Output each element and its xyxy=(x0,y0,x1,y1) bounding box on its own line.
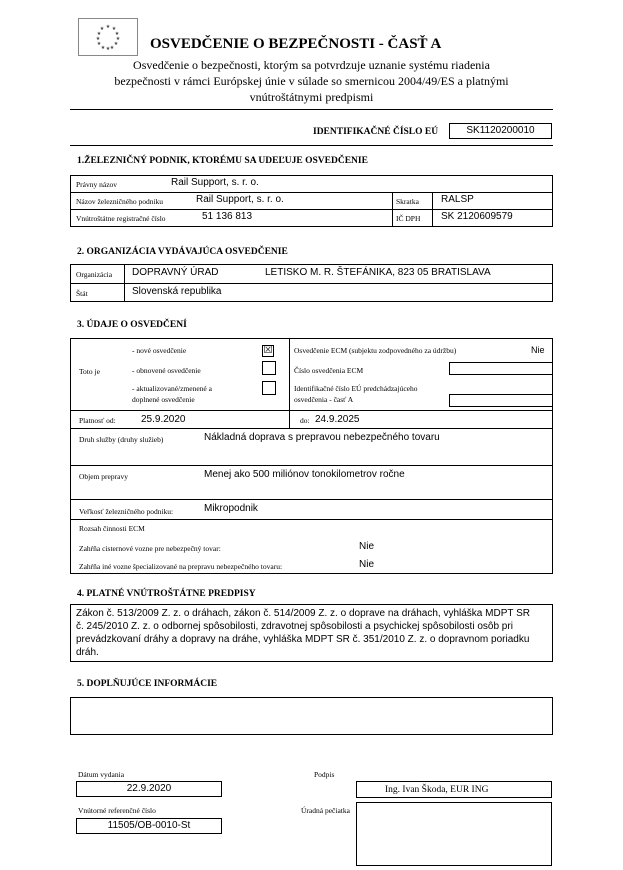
volume-value: Menej ako 500 miliónov tonokilometrov ročne xyxy=(204,469,405,480)
updated-certificate-checkbox[interactable] xyxy=(262,381,276,395)
section2-col-divider xyxy=(124,264,125,302)
eu-id-field xyxy=(449,123,552,139)
option-new-label: - nové osvedčenie xyxy=(132,346,187,355)
eu-id-label: IDENTIFIKAČNÉ ČÍSLO EÚ xyxy=(313,127,439,137)
org-name-value: DOPRAVNÝ ÚRAD xyxy=(132,267,219,278)
issue-date-field xyxy=(76,781,222,797)
svg-text:★: ★ xyxy=(100,46,106,51)
legal-name-label: Právny názov xyxy=(76,180,118,189)
size-label: Veľkosť železničného podniku: xyxy=(79,507,174,516)
signature-label: Podpis xyxy=(314,770,335,779)
subtitle-line-2: bezpečnosti v rámci Európskej únie v súlade so smernicou 2004/49/ES a platnými xyxy=(114,74,509,88)
signatory-name: Ing. Ivan Škoda, EUR ING xyxy=(385,785,489,795)
special-wagons-label: Zahŕňa iné vozne špecializované na prepravu nebezpečného tovaru: xyxy=(79,562,283,571)
valid-from-value: 25.9.2020 xyxy=(141,414,186,425)
svg-text:★: ★ xyxy=(96,32,102,37)
page-title: OSVEDČENIE O BEZPEČNOSTI - ČASŤ A xyxy=(150,36,442,52)
renewed-certificate-checkbox[interactable] xyxy=(262,361,276,375)
special-wagons-value: Nie xyxy=(359,559,375,570)
ref-number-value: 11505/OB-0010-St xyxy=(107,820,191,831)
valid-to-value: 24.9.2025 xyxy=(315,414,360,425)
s3-divider-validity xyxy=(70,410,553,411)
additional-info-box[interactable] xyxy=(70,697,553,735)
regulations-line-4: dráh. xyxy=(76,647,99,658)
svg-text:★: ★ xyxy=(99,27,105,32)
vat-value: SK 2120609579 xyxy=(441,211,513,222)
abbr-label: Skratka xyxy=(396,197,419,206)
ecm-number-label: Číslo osvedčenia ECM xyxy=(294,366,364,375)
section3-heading: 3. ÚDAJE O OSVEDČENÍ xyxy=(77,320,187,330)
new-certificate-checkbox[interactable]: ☒ xyxy=(263,345,273,356)
org-label: Organizácia xyxy=(76,270,113,279)
tank-wagons-label: Zahŕňa cisternové vozne pre nebezpečný tovar: xyxy=(79,544,221,553)
issue-date-value: 22.9.2020 xyxy=(126,783,172,794)
svg-text:★: ★ xyxy=(114,32,120,37)
legal-name-value: Rail Support, s. r. o. xyxy=(171,177,259,188)
section4-heading: 4. PLATNÉ VNÚTROŠTÁTNE PREDPISY xyxy=(77,589,256,599)
size-value: Mikropodnik xyxy=(204,503,258,514)
stamp-field xyxy=(356,802,552,866)
section1-col-divider-2 xyxy=(432,192,433,227)
svg-text:★: ★ xyxy=(95,37,101,42)
regulations-line-3: prevádzkovaní dráhy a dopravy na dráhe, vyhláška MDPT SR č. 351/2010 Z. z. o dopravnom poriadku xyxy=(76,634,530,645)
valid-from-label: Platnosť od: xyxy=(79,416,116,425)
company-name-value: Rail Support, s. r. o. xyxy=(196,194,284,205)
prev-id-field[interactable] xyxy=(449,394,553,407)
ecm-label: Osvedčenie ECM (subjektu zodpovedného za údržbu) xyxy=(294,346,457,355)
reg-number-value: 51 136 813 xyxy=(202,211,253,222)
section2-row-divider xyxy=(70,283,553,284)
id-divider xyxy=(70,145,553,146)
service-value: Nákladná doprava s prepravou nebezpečného tovaru xyxy=(204,432,440,443)
eu-flag-icon xyxy=(78,18,138,56)
s3-divider-service xyxy=(70,428,553,429)
svg-text:★: ★ xyxy=(105,25,111,30)
volume-label: Objem prepravy xyxy=(79,472,128,481)
signature-field xyxy=(356,781,552,798)
state-value: Slovenská republika xyxy=(132,286,222,297)
this-is-label: Toto je xyxy=(79,367,100,376)
eu-stars-graphic xyxy=(79,19,137,55)
svg-text:★: ★ xyxy=(115,37,121,42)
option-updated-label-2: doplnené osvedčenie xyxy=(132,395,195,404)
abbr-value: RALSP xyxy=(441,194,474,205)
ecm-scope-label: Rozsah činnosti ECM xyxy=(79,524,145,533)
org-address-value: LETISKO M. R. ŠTEFÁNIKA, 823 05 BRATISLAVA xyxy=(265,267,491,278)
svg-text:★: ★ xyxy=(109,46,115,51)
state-label: Štát xyxy=(76,289,88,298)
vat-label: IČ DPH xyxy=(396,214,421,223)
svg-text:★: ★ xyxy=(111,27,117,32)
section5-heading: 5. DOPLŇUJÚCE INFORMÁCIE xyxy=(77,679,218,689)
service-label: Druh služby (druhy služieb) xyxy=(79,435,164,444)
company-name-label: Názov železničného podniku xyxy=(76,197,164,206)
header-divider xyxy=(70,109,553,110)
s3-divider-ecm-scope xyxy=(70,519,553,520)
section1-row-divider-1 xyxy=(70,192,553,193)
option-updated-label-1: - aktualizované/zmenené a xyxy=(132,384,212,393)
option-renewed-label: - obnovené osvedčenie xyxy=(132,366,201,375)
section2-heading: 2. ORGANIZÁCIA VYDÁVAJÚCA OSVEDČENIE xyxy=(77,247,288,257)
ref-number-field xyxy=(76,818,222,834)
ref-number-label: Vnútorné referenčné číslo xyxy=(78,806,156,815)
subtitle-line-3: vnútroštátnymi predpismi xyxy=(249,90,374,104)
section1-heading: 1.ŽELEZNIČNÝ PODNIK, KTORÉMU SA UDEĽUJE OSVEDČENIE xyxy=(77,156,368,166)
eu-id-value: SK1120200010 xyxy=(466,125,535,136)
tank-wagons-value: Nie xyxy=(359,541,375,552)
section1-col-divider-1 xyxy=(392,192,393,227)
svg-text:★: ★ xyxy=(113,42,119,47)
s3-divider-size xyxy=(70,499,553,500)
regulations-line-1: Zákon č. 513/2009 Z. z. o dráhach, zákon č. 514/2009 Z. z. o doprave na dráhach, vyhláška MDPT SR xyxy=(76,608,530,619)
subtitle-line-1: Osvedčenie o bezpečnosti, ktorým sa potvrdzuje uznanie systému riadenia xyxy=(133,58,490,72)
s3-col-divider-top xyxy=(289,338,290,428)
ecm-value: Nie xyxy=(531,345,545,355)
issue-date-label: Dátum vydania xyxy=(78,770,125,779)
section1-row-divider-2 xyxy=(70,209,553,210)
svg-text:★: ★ xyxy=(96,42,102,47)
valid-to-label: do: xyxy=(300,416,310,425)
prev-id-label-2: osvedčenia - časť A xyxy=(294,395,354,404)
regulations-line-2: č. 245/2010 Z. z. o odbornej spôsobilosti, zdravotnej spôsobilosti a psychickej spôsobilosti osôb pri xyxy=(76,621,513,632)
stamp-label: Úradná pečiatka xyxy=(301,806,350,815)
svg-text:★: ★ xyxy=(105,47,111,52)
reg-number-label: Vnútroštátne registračné číslo xyxy=(76,214,166,223)
prev-id-label-1: Identifikačné číslo EÚ predchádzajúceho xyxy=(294,384,418,393)
s3-divider-volume xyxy=(70,465,553,466)
ecm-number-field[interactable] xyxy=(449,362,553,375)
